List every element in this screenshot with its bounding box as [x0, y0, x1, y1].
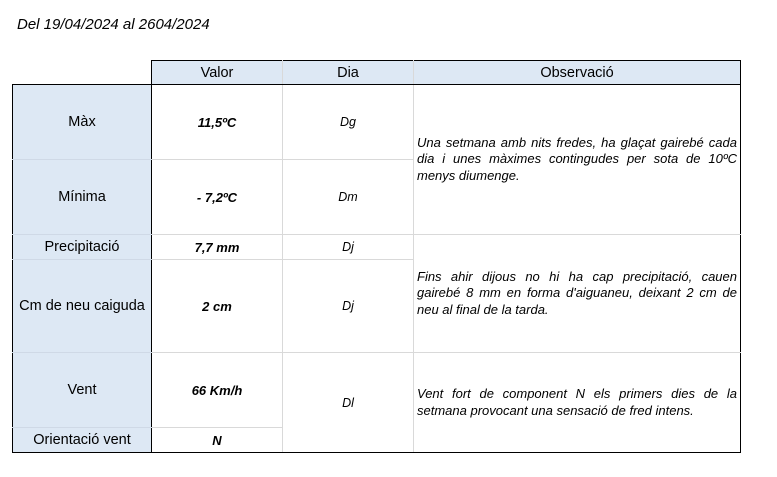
- value-wind: 66 Km/h: [152, 353, 283, 428]
- observation-temperature: Una setmana amb nits fredes, ha glaçat gairebé cada dia i unes màximes contingudes per sota de 10ºC menys diumenge.: [414, 85, 741, 235]
- row-label-min: Mínima: [13, 160, 152, 235]
- day-min: Dm: [283, 160, 414, 235]
- row-label-wind-direction: Orientació vent: [13, 428, 152, 453]
- day-wind: Dl: [283, 353, 414, 453]
- row-label-precipitation: Precipitació: [13, 235, 152, 260]
- value-min: - 7,2ºC: [152, 160, 283, 235]
- value-max: 11,5ºC: [152, 85, 283, 160]
- row-label-max: Màx: [13, 85, 152, 160]
- row-precipitation: [13, 235, 741, 260]
- day-precipitation: Dj: [283, 235, 414, 260]
- table-header-row: [13, 61, 741, 85]
- row-label-wind: Vent: [13, 353, 152, 428]
- header-dia: Dia: [283, 61, 414, 85]
- header-observacio: Observació: [414, 61, 741, 85]
- value-wind-direction: N: [152, 428, 283, 453]
- row-wind: [13, 353, 741, 428]
- row-max: [13, 85, 741, 160]
- report-period-title: Del 19/04/2024 al 2604/2024: [17, 16, 210, 33]
- weather-summary-table: [12, 60, 741, 453]
- header-corner: [13, 61, 152, 85]
- day-snow: Dj: [283, 260, 414, 353]
- value-snow: 2 cm: [152, 260, 283, 353]
- header-valor: Valor: [152, 61, 283, 85]
- row-label-snow: Cm de neu caiguda: [13, 260, 152, 353]
- observation-precipitation: Fins ahir dijous no hi ha cap precipitació, cauen gairebé 8 mm en forma d'aiguaneu, deixant 2 cm de neu al final de la tarda.: [414, 235, 741, 353]
- observation-wind: Vent fort de component N els primers dies de la setmana provocant una sensació de fred intens.: [414, 353, 741, 453]
- day-max: Dg: [283, 85, 414, 160]
- value-precipitation: 7,7 mm: [152, 235, 283, 260]
